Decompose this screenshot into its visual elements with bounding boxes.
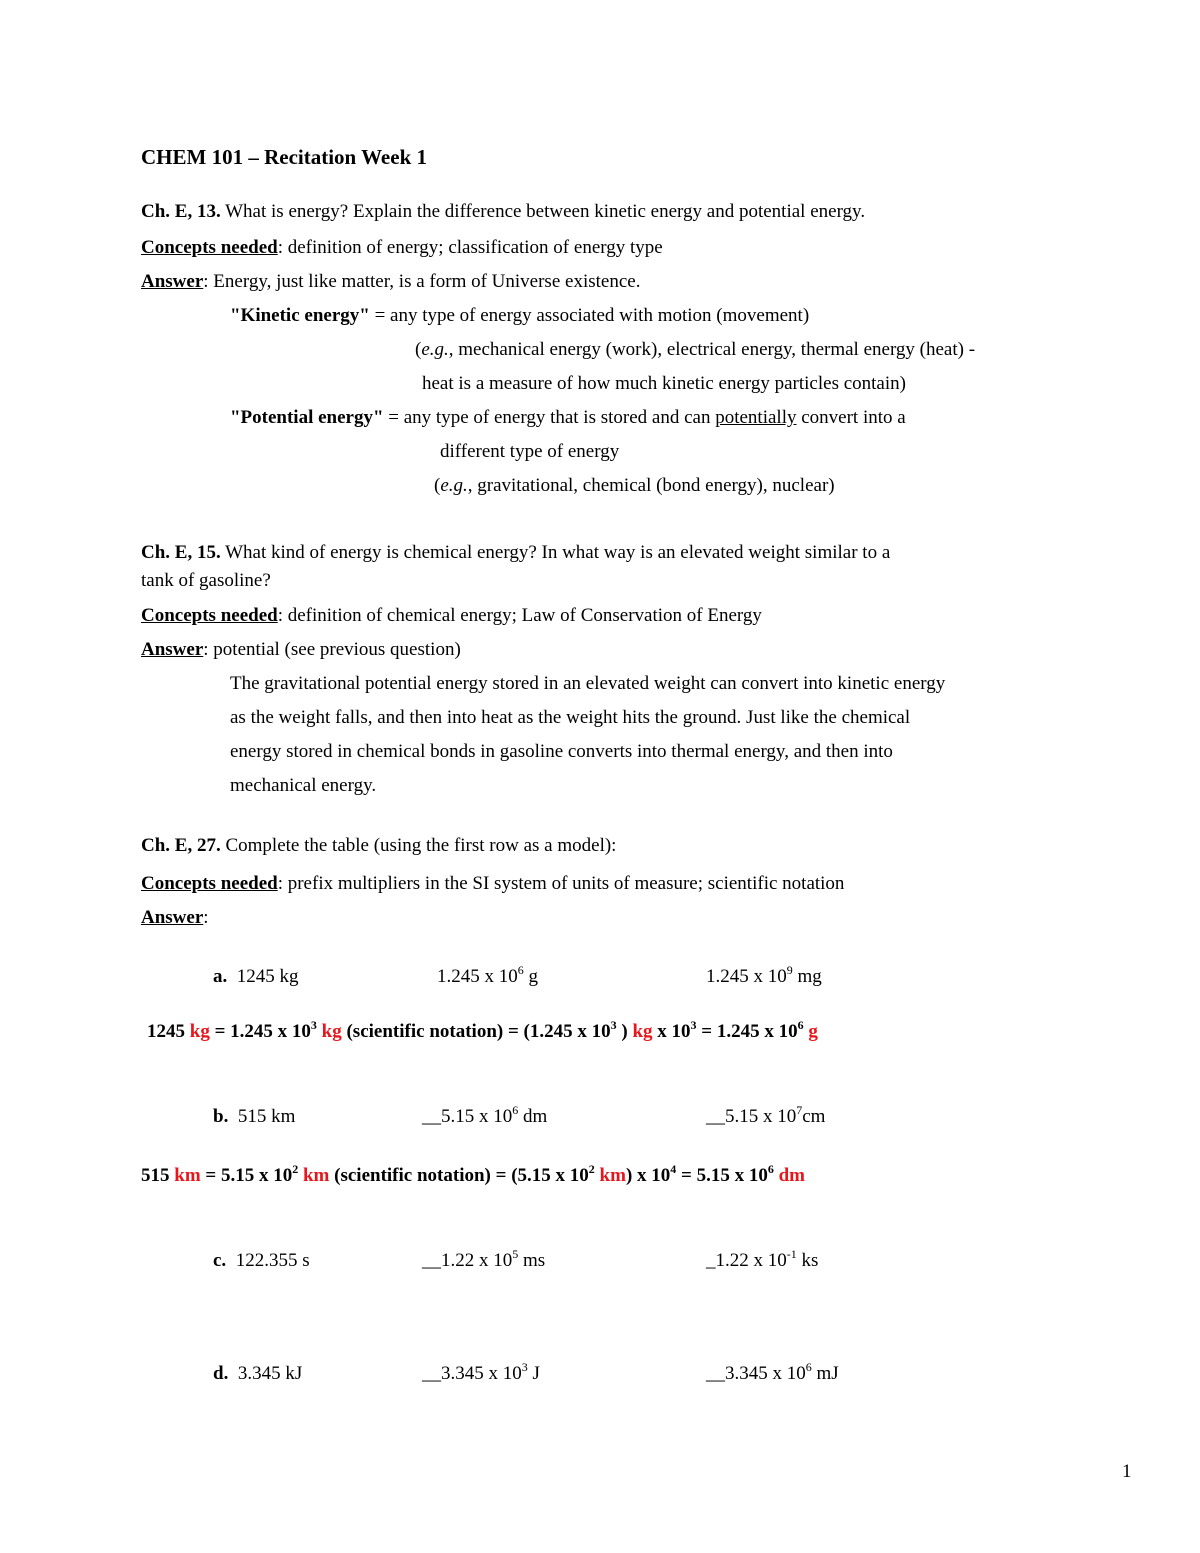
exponent: 3 bbox=[310, 1018, 317, 1032]
row-c-given bbox=[213, 1251, 310, 1270]
kinetic-examples bbox=[415, 340, 975, 359]
given-value: 1245 kg bbox=[236, 966, 299, 987]
question-e15 bbox=[141, 543, 890, 562]
w-text: = 5.15 x 10 bbox=[200, 1165, 293, 1186]
explanation-line: The gravitational potential energy stored in an elevated weight can convert into kinetic energy bbox=[230, 673, 946, 694]
row-a-col3 bbox=[706, 963, 822, 987]
question-e27 bbox=[141, 836, 616, 855]
question-e13 bbox=[141, 202, 865, 221]
unit-highlight: km bbox=[174, 1165, 201, 1186]
unit-highlight: kg bbox=[189, 1021, 210, 1042]
answer-text: : bbox=[203, 907, 209, 928]
concepts-text: : definition of chemical energy; Law of Conservation of Energy bbox=[277, 605, 762, 626]
row-label: d. bbox=[213, 1363, 229, 1384]
eg-abbrev: e.g. bbox=[440, 475, 468, 496]
exponent: 2 bbox=[588, 1162, 595, 1176]
explanation-line: mechanical energy. bbox=[230, 775, 377, 796]
mantissa: __3.345 x 10 bbox=[706, 1363, 806, 1384]
page-title: CHEM 101 – Recitation Week 1 bbox=[141, 145, 428, 169]
answer-line bbox=[141, 640, 461, 659]
w-text: x 10 bbox=[652, 1021, 691, 1042]
given-value: 515 km bbox=[237, 1106, 296, 1127]
concepts-label: Concepts needed bbox=[141, 237, 278, 258]
concepts-label: Concepts needed bbox=[141, 605, 278, 626]
unit: mg bbox=[792, 966, 822, 987]
row-label: c. bbox=[213, 1250, 227, 1271]
w-text: = 1.245 x 10 bbox=[696, 1021, 798, 1042]
potential-eg-text: , gravitational, chemical (bond energy), nuclear) bbox=[467, 475, 835, 496]
exponent: -1 bbox=[786, 1247, 797, 1261]
kinetic-term: "Kinetic energy" bbox=[230, 305, 370, 326]
kinetic-definition bbox=[230, 306, 809, 325]
w-text: ) x 10 bbox=[625, 1165, 671, 1186]
exponent: 2 bbox=[292, 1162, 299, 1176]
potential-def-underlined: potentially bbox=[715, 407, 797, 428]
row-d-col3 bbox=[706, 1360, 839, 1384]
mantissa: __5.15 x 10 bbox=[706, 1106, 797, 1127]
w-text: = 5.15 x 10 bbox=[676, 1165, 768, 1186]
exponent: 6 bbox=[512, 1103, 519, 1117]
page-number: 1 bbox=[1122, 1461, 1132, 1482]
concepts-text: : definition of energy; classification of energy type bbox=[277, 237, 663, 258]
question-ref: Ch. E, 13. bbox=[141, 201, 221, 222]
potential-definition bbox=[230, 408, 906, 427]
question-text: What is energy? Explain the difference between kinetic energy and potential energy. bbox=[220, 201, 866, 222]
question-e15-line2: tank of gasoline? bbox=[141, 570, 271, 591]
row-a-given bbox=[213, 967, 299, 986]
potential-def-a: = any type of energy that is stored and can bbox=[383, 407, 716, 428]
answer-line bbox=[141, 908, 209, 927]
exponent: 7 bbox=[796, 1103, 803, 1117]
exponent: 3 bbox=[521, 1360, 528, 1374]
exponent: 3 bbox=[690, 1018, 697, 1032]
kinetic-examples-line2: heat is a measure of how much kinetic energy particles contain) bbox=[422, 373, 906, 394]
row-b-given bbox=[213, 1107, 295, 1126]
eg-abbrev: e.g. bbox=[421, 339, 449, 360]
unit-highlight: g bbox=[808, 1021, 818, 1042]
given-value: 3.345 kJ bbox=[237, 1363, 303, 1384]
answer-label: Answer bbox=[141, 639, 204, 660]
unit: cm bbox=[802, 1106, 826, 1127]
row-label: b. bbox=[213, 1106, 229, 1127]
concepts-label: Concepts needed bbox=[141, 873, 278, 894]
row-c-col3 bbox=[706, 1247, 819, 1271]
concepts-line bbox=[141, 606, 762, 625]
unit: ms bbox=[518, 1250, 546, 1271]
mantissa: __5.15 x 10 bbox=[422, 1106, 513, 1127]
mantissa: __1.22 x 10 bbox=[422, 1250, 513, 1271]
w-text: 515 bbox=[141, 1165, 175, 1186]
exponent: 6 bbox=[797, 1018, 804, 1032]
row-c-col2 bbox=[422, 1247, 546, 1271]
unit: mJ bbox=[811, 1363, 839, 1384]
potential-definition-line2: different type of energy bbox=[440, 441, 620, 462]
potential-def-b: convert into a bbox=[796, 407, 906, 428]
exponent: 6 bbox=[767, 1162, 774, 1176]
unit-highlight: kg bbox=[632, 1021, 653, 1042]
w-text: ) bbox=[616, 1021, 633, 1042]
row-label: a. bbox=[213, 966, 228, 987]
worked-solution-a bbox=[147, 1018, 818, 1042]
question-text: Complete the table (using the first row as a model): bbox=[220, 835, 617, 856]
concepts-text: : prefix multipliers in the SI system of units of measure; scientific notation bbox=[277, 873, 845, 894]
row-b-col2 bbox=[422, 1103, 548, 1127]
explanation-line: as the weight falls, and then into heat as the weight hits the ground. Just like the chemical bbox=[230, 707, 911, 728]
w-text: 1245 bbox=[147, 1021, 190, 1042]
mantissa: __3.345 x 10 bbox=[422, 1363, 522, 1384]
exponent: 9 bbox=[786, 963, 793, 977]
question-ref: Ch. E, 15. bbox=[141, 542, 221, 563]
paren: ( bbox=[434, 475, 441, 496]
row-d-col2 bbox=[422, 1360, 540, 1384]
row-a-col2 bbox=[437, 963, 538, 987]
w-text: (scientific notation) = (5.15 x 10 bbox=[329, 1165, 589, 1186]
answer-label: Answer bbox=[141, 907, 204, 928]
unit: g bbox=[523, 966, 538, 987]
potential-examples bbox=[434, 476, 835, 495]
w-text: = 1.245 x 10 bbox=[209, 1021, 311, 1042]
unit-highlight: km bbox=[302, 1165, 330, 1186]
kinetic-def: = any type of energy associated with motion (movement) bbox=[369, 305, 810, 326]
explanation-line: energy stored in chemical bonds in gasoline converts into thermal energy, and then into bbox=[230, 741, 893, 762]
exponent: 3 bbox=[610, 1018, 617, 1032]
kinetic-eg-text: , mechanical energy (work), electrical energy, thermal energy (heat) - bbox=[448, 339, 976, 360]
unit: ks bbox=[796, 1250, 819, 1271]
unit-highlight: dm bbox=[778, 1165, 805, 1186]
mantissa: 1.245 x 10 bbox=[706, 966, 787, 987]
unit-highlight: kg bbox=[321, 1021, 342, 1042]
unit: dm bbox=[518, 1106, 548, 1127]
given-value: 122.355 s bbox=[235, 1250, 310, 1271]
concepts-line bbox=[141, 238, 663, 257]
exponent: 6 bbox=[805, 1360, 812, 1374]
unit: J bbox=[527, 1363, 540, 1384]
answer-text: : potential (see previous question) bbox=[203, 639, 461, 660]
exponent: 6 bbox=[517, 963, 524, 977]
mantissa: _1.22 x 10 bbox=[706, 1250, 787, 1271]
potential-term: "Potential energy" bbox=[230, 407, 384, 428]
worked-solution-b bbox=[141, 1162, 805, 1186]
question-ref: Ch. E, 27. bbox=[141, 835, 221, 856]
unit-highlight: km bbox=[599, 1165, 626, 1186]
paren: ( bbox=[415, 339, 422, 360]
w-text: (scientific notation) = (1.245 x 10 bbox=[341, 1021, 611, 1042]
question-text: What kind of energy is chemical energy? In what way is an elevated weight similar to a bbox=[220, 542, 891, 563]
answer-line bbox=[141, 272, 640, 291]
concepts-line bbox=[141, 874, 844, 893]
exponent: 5 bbox=[512, 1247, 519, 1261]
answer-label: Answer bbox=[141, 271, 204, 292]
answer-text: : Energy, just like matter, is a form of Universe existence. bbox=[203, 271, 641, 292]
exponent: 4 bbox=[670, 1162, 677, 1176]
row-d-given bbox=[213, 1364, 302, 1383]
mantissa: 1.245 x 10 bbox=[437, 966, 518, 987]
row-b-col3 bbox=[706, 1103, 826, 1127]
